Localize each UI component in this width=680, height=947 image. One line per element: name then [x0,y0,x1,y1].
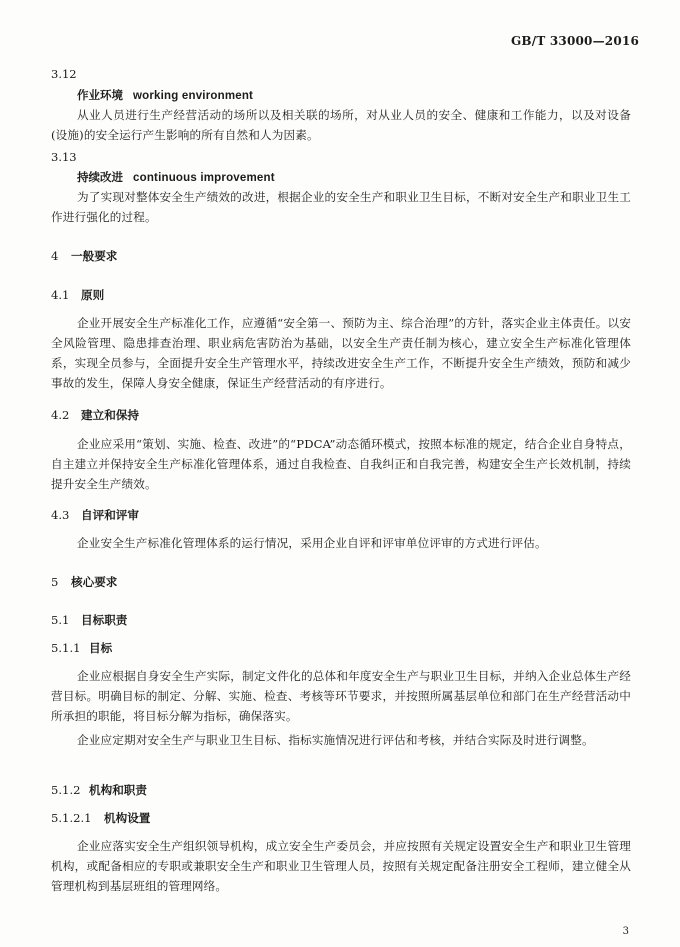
term-3-12 [77,86,631,105]
paragraph-4-3: 企业安全生产标准化管理体系的运行情况，采用企业自评和评审单位评审的方式进行评估。 [77,536,547,550]
paragraph-4-2: 企业应采用“策划、实施、检查、改进”的“PDCA”动态循环模式，按照本标准的规定，结合企业自身特点，自主建立并保持安全生产标准化管理体系，通过自我检查、自我纠正和自我完善，构建安全生产长效机制，持续提升安全生产绩效。 [51,437,631,491]
paragraph-5-1-2-1: 企业应落实安全生产组织领导机构，成立安全生产委员会，并应按照有关规定设置安全生产和职业卫生管理机构，或配备相应的专职或兼职安全生产和职业卫生管理人员，按照有关规定配备注册安全工程师，建立健全从管理机构到基层班组的管理网络。 [51,839,631,893]
section-number: 5.1 [51,613,70,627]
section-number: 4.1 [51,288,70,302]
paragraph-4-1: 企业开展安全生产标准化工作，应遵循“安全第一、预防为主、综合治理”的方针，落实企业主体责任。以安全风险管理、隐患排查治理、职业病危害防治为基础，以安全生产责任制为核心，建立安全生产标准化管理体系，实现全员参与，全面提升安全生产管理水平，持续改进安全生产工作，不断提升安全生产绩效，预防和减少事故的发生，保障人身安全健康，保证生产经营活动的有序进行。 [51,316,631,390]
term-en: continuous improvement [133,172,275,184]
section-title: 原则 [81,288,105,302]
term-3-13 [77,168,631,187]
standard-code-header: GB/T 33000—2016 [510,34,639,48]
section-heading-4-2 [51,407,631,423]
definition-3-13: 为了实现对整体安全生产绩效的改进，根据企业的安全生产和职业卫生目标，不断对安全生产和职业卫生工作进行强化的过程。 [51,190,631,224]
paragraph-5-1-1-b: 企业应定期对安全生产与职业卫生目标、指标实施情况进行评估和考核，并结合实际及时进行调整。 [77,733,594,747]
section-number: 5 [51,575,59,589]
section-title: 一般要求 [71,249,118,263]
definition-3-12: 从业人员进行生产经营活动的场所以及相关联的场所，对从业人员的安全、健康和工作能力，以及对设备(设施)的安全运行产生影响的所有自然和人为因素。 [51,108,631,142]
page-number: 3 [622,926,629,937]
section-heading-5-1-1 [51,640,631,656]
term-en: working environment [133,90,254,102]
section-title: 自评和评审 [81,508,139,522]
section-heading-5 [51,574,631,590]
section-title: 机构和职责 [89,783,147,797]
section-heading-5-1 [51,612,631,628]
section-heading-4-1 [51,287,631,303]
section-number: 5.1.2 [51,783,81,797]
term-zh: 作业环境 [77,88,123,102]
section-number: 4.2 [51,408,70,422]
section-heading-4 [51,248,631,264]
section-title: 机构设置 [104,811,151,825]
section-title: 核心要求 [71,575,118,589]
clause-number-3-12: 3.12 [51,67,77,81]
section-number: 4.3 [51,508,70,522]
clause-number-3-13: 3.13 [51,150,77,164]
section-number: 4 [51,249,59,263]
section-heading-5-1-2-1 [51,810,631,826]
section-heading-5-1-2 [51,782,631,798]
section-title: 目标职责 [81,613,128,627]
section-number: 5.1.2.1 [51,811,92,825]
term-zh: 持续改进 [77,170,123,184]
section-number: 5.1.1 [51,641,81,655]
section-title: 目标 [89,641,113,655]
section-heading-4-3 [51,507,631,523]
section-title: 建立和保持 [81,408,139,422]
paragraph-5-1-1-a: 企业应根据自身安全生产实际，制定文件化的总体和年度安全生产与职业卫生目标，并纳入企业总体生产经营目标。明确目标的制定、分解、实施、检查、考核等环节要求，并按照所属基层单位和部门在生产经营活动中所承担的职能，将目标分解为指标，确保落实。 [51,669,631,723]
